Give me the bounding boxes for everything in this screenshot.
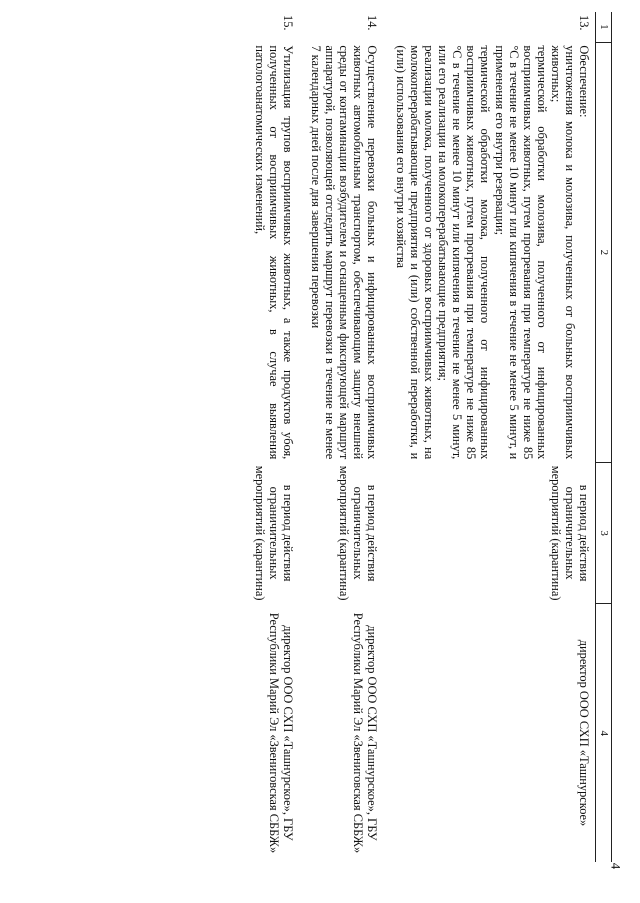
measure-period: в период действия ограничительных мероприятий (карантина) [549, 465, 592, 601]
row-number: 14. [365, 15, 380, 31]
measure-paragraph: Утилизация трупов восприимчивых животных, а также продуктов убоя, полученных от восприимчивых животных, в случае выявления патологоанатомических изменений, [252, 45, 295, 460]
row-number: 13. [577, 15, 592, 31]
table-row-14 [299, 12, 384, 862]
measure-paragraph: реализации молока, полученного от здоровых восприимчивых животных, на молокоперерабатывающие предприятия и (или) собственной переработки, и (или) использования его внутри хозяйства [393, 45, 436, 460]
header-col-2: 2 [596, 42, 612, 462]
table-header-row [596, 12, 612, 862]
header-col-3: 3 [596, 462, 612, 604]
header-col-1: 1 [596, 12, 612, 42]
measures-table [242, 12, 612, 862]
measure-responsible: директор ООО СХП «Ташнурское», ГБУ Республики Марий Эл «Звениговская СББЖ» [266, 612, 295, 854]
measure-paragraph: термической обработки молозива, полученного от инфицированных восприимчивых животных, путем прогревания при температуре не ниже 85 °С в течение не менее 10 минут или кипячения в течение не менее 5 минут, и применения его внутри резервации; [492, 45, 550, 460]
page-number: 4 [608, 862, 624, 870]
header-col-4: 4 [596, 604, 612, 862]
measure-paragraph: термической обработки молока, полученного от инфицированных восприимчивых животных, путем прогревания при температуре не ниже 85 °С в течение не менее 10 минут или кипячения в течение не менее 5 минут, или его реализации на молокоперерабатывающие предприятия; [436, 45, 493, 460]
measure-paragraph: Обеспечение: [577, 45, 592, 118]
measure-responsible: директор ООО СХП «Ташнурское», ГБУ Республики Марий Эл «Звениговская СББЖ» [351, 612, 380, 854]
row-number: 15. [280, 15, 295, 31]
measure-description [384, 42, 596, 462]
measure-paragraph: Осуществление перевозки больных и инфицированных восприимчивых животных автомобильным транспортом, обеспечивающим защиту внешней среды от контаминации возбудителем и оснащенным фиксирующей маршрут аппаратурой, позволяющей отследить маршрут перевозки в течение не менее 7 календарных дней после дня завершения перевозки [308, 45, 380, 460]
measure-period: в период действия ограничительных мероприятий (карантина) [337, 465, 380, 601]
measure-description [242, 42, 298, 462]
measure-responsible: директор ООО СХП «Ташнурское» [577, 639, 592, 827]
measure-description [299, 42, 384, 462]
table-row-13 [384, 12, 596, 862]
measure-period: в период действия ограничительных мероприятий (карантина) [252, 465, 295, 601]
measure-paragraph: уничтожения молока и молозива, полученных от больных восприимчивых животных; [549, 45, 578, 460]
table-row-15 [242, 12, 298, 862]
plan-table-container [242, 12, 612, 862]
